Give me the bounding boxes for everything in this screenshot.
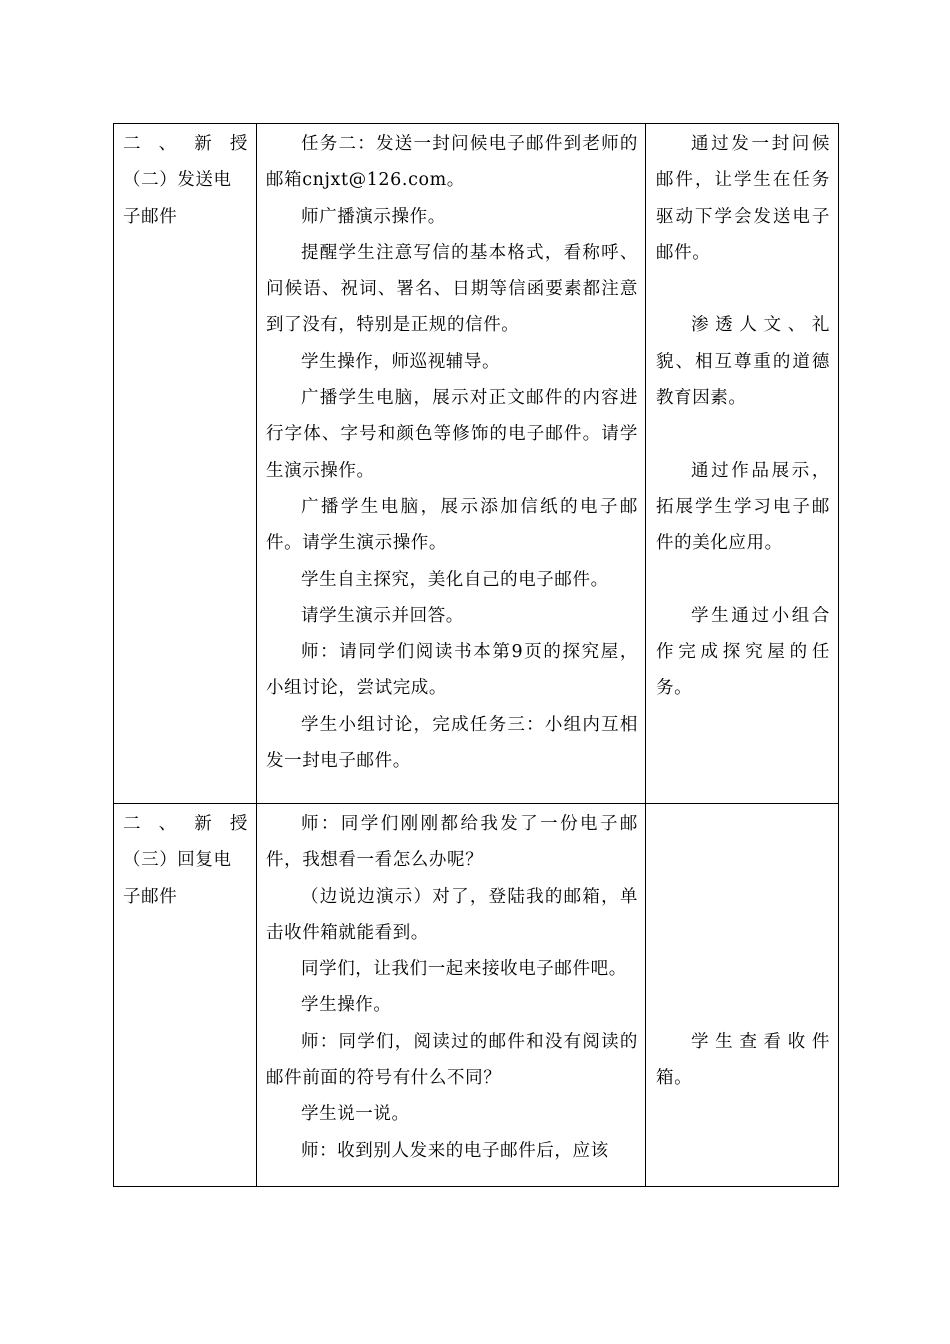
stage-char: 授 (229, 134, 248, 154)
stage-char: 二 (123, 134, 142, 154)
stage-cell (114, 124, 257, 804)
stage-char: 、 (158, 134, 177, 154)
stage-char: 新 (194, 814, 213, 834)
activity-paragraph: 师：请同学们阅读书本第9页的探究屋，小组讨论，尝试完成。 (266, 642, 638, 699)
stage-subtitle-cont: 子邮件 (123, 886, 178, 907)
activity-paragraph: 同学们，让我们一起来接收电子邮件吧。 (301, 959, 627, 980)
activities-cell (257, 124, 646, 804)
activity-paragraph: 学生说一说。 (301, 1104, 410, 1125)
intent-paragraph: 学生查看收件箱。 (656, 1031, 830, 1089)
stage-char: 新 (194, 134, 213, 154)
stage-cell (114, 804, 257, 1187)
table-row (114, 124, 839, 804)
activity-paragraph: 师：同学们刚刚都给我发了一份电子邮件，我想看一看怎么办呢？ (266, 814, 638, 871)
activities-cell (257, 804, 646, 1187)
stage-subtitle: （二）发送电 (123, 170, 232, 191)
intent-paragraph: 学生通过小组合作完成探究屋的任务。 (656, 605, 830, 699)
activity-paragraph: 学生操作，师巡视辅导。 (301, 351, 501, 372)
activity-paragraph: 学生自主探究，美化自己的电子邮件。 (301, 569, 609, 590)
activity-paragraph: 广播学生电脑，展示对正文邮件的内容进行字体、字号和颜色等修饰的电子邮件。请学生演示操作。 (266, 388, 638, 481)
stage-subtitle-cont: 子邮件 (123, 206, 178, 227)
intent-cell (646, 804, 839, 1187)
lesson-plan-table (113, 123, 839, 1187)
activity-paragraph: （边说边演示）对了，登陆我的邮箱，单击收件箱就能看到。 (266, 886, 638, 943)
stage-subtitle: （三）回复电 (123, 850, 232, 871)
stage-heading-line (123, 126, 248, 162)
stage-heading-line (123, 806, 248, 842)
stage-char: 二 (123, 814, 142, 834)
activity-paragraph: 提醒学生注意写信的基本格式，看称呼、问候语、祝词、署名、日期等信函要素都注意到了没有，特别是正规的信件。 (266, 242, 638, 336)
intent-paragraph: 通过作品展示，拓展学生学习电子邮件的美化应用。 (656, 460, 830, 554)
intent-cell (646, 124, 839, 804)
activity-paragraph: 师：同学们，阅读过的邮件和没有阅读的邮件前面的符号有什么不同？ (266, 1031, 638, 1089)
activity-paragraph: 学生小组讨论，完成任务三：小组内互相发一封电子邮件。 (266, 714, 638, 772)
stage-char: 授 (229, 814, 248, 834)
activity-paragraph: 任务二：发送一封问候电子邮件到老师的邮箱cnjxt@126.com。 (266, 134, 638, 191)
intent-paragraph: 渗透人文、礼貌、相互尊重的道德教育因素。 (656, 315, 830, 409)
activity-paragraph: 请学生演示并回答。 (301, 605, 464, 626)
stage-char: 、 (158, 814, 177, 834)
intent-paragraph: 通过发一封问候邮件，让学生在任务驱动下学会发送电子邮件。 (656, 134, 830, 263)
activity-paragraph: 广播学生电脑，展示添加信纸的电子邮件。请学生演示操作。 (266, 496, 638, 554)
activity-paragraph: 学生操作。 (301, 995, 392, 1016)
activity-paragraph: 师：收到别人发来的电子邮件后，应该 (301, 1140, 609, 1161)
activity-paragraph: 师广播演示操作。 (301, 206, 446, 227)
table-row (114, 804, 839, 1187)
